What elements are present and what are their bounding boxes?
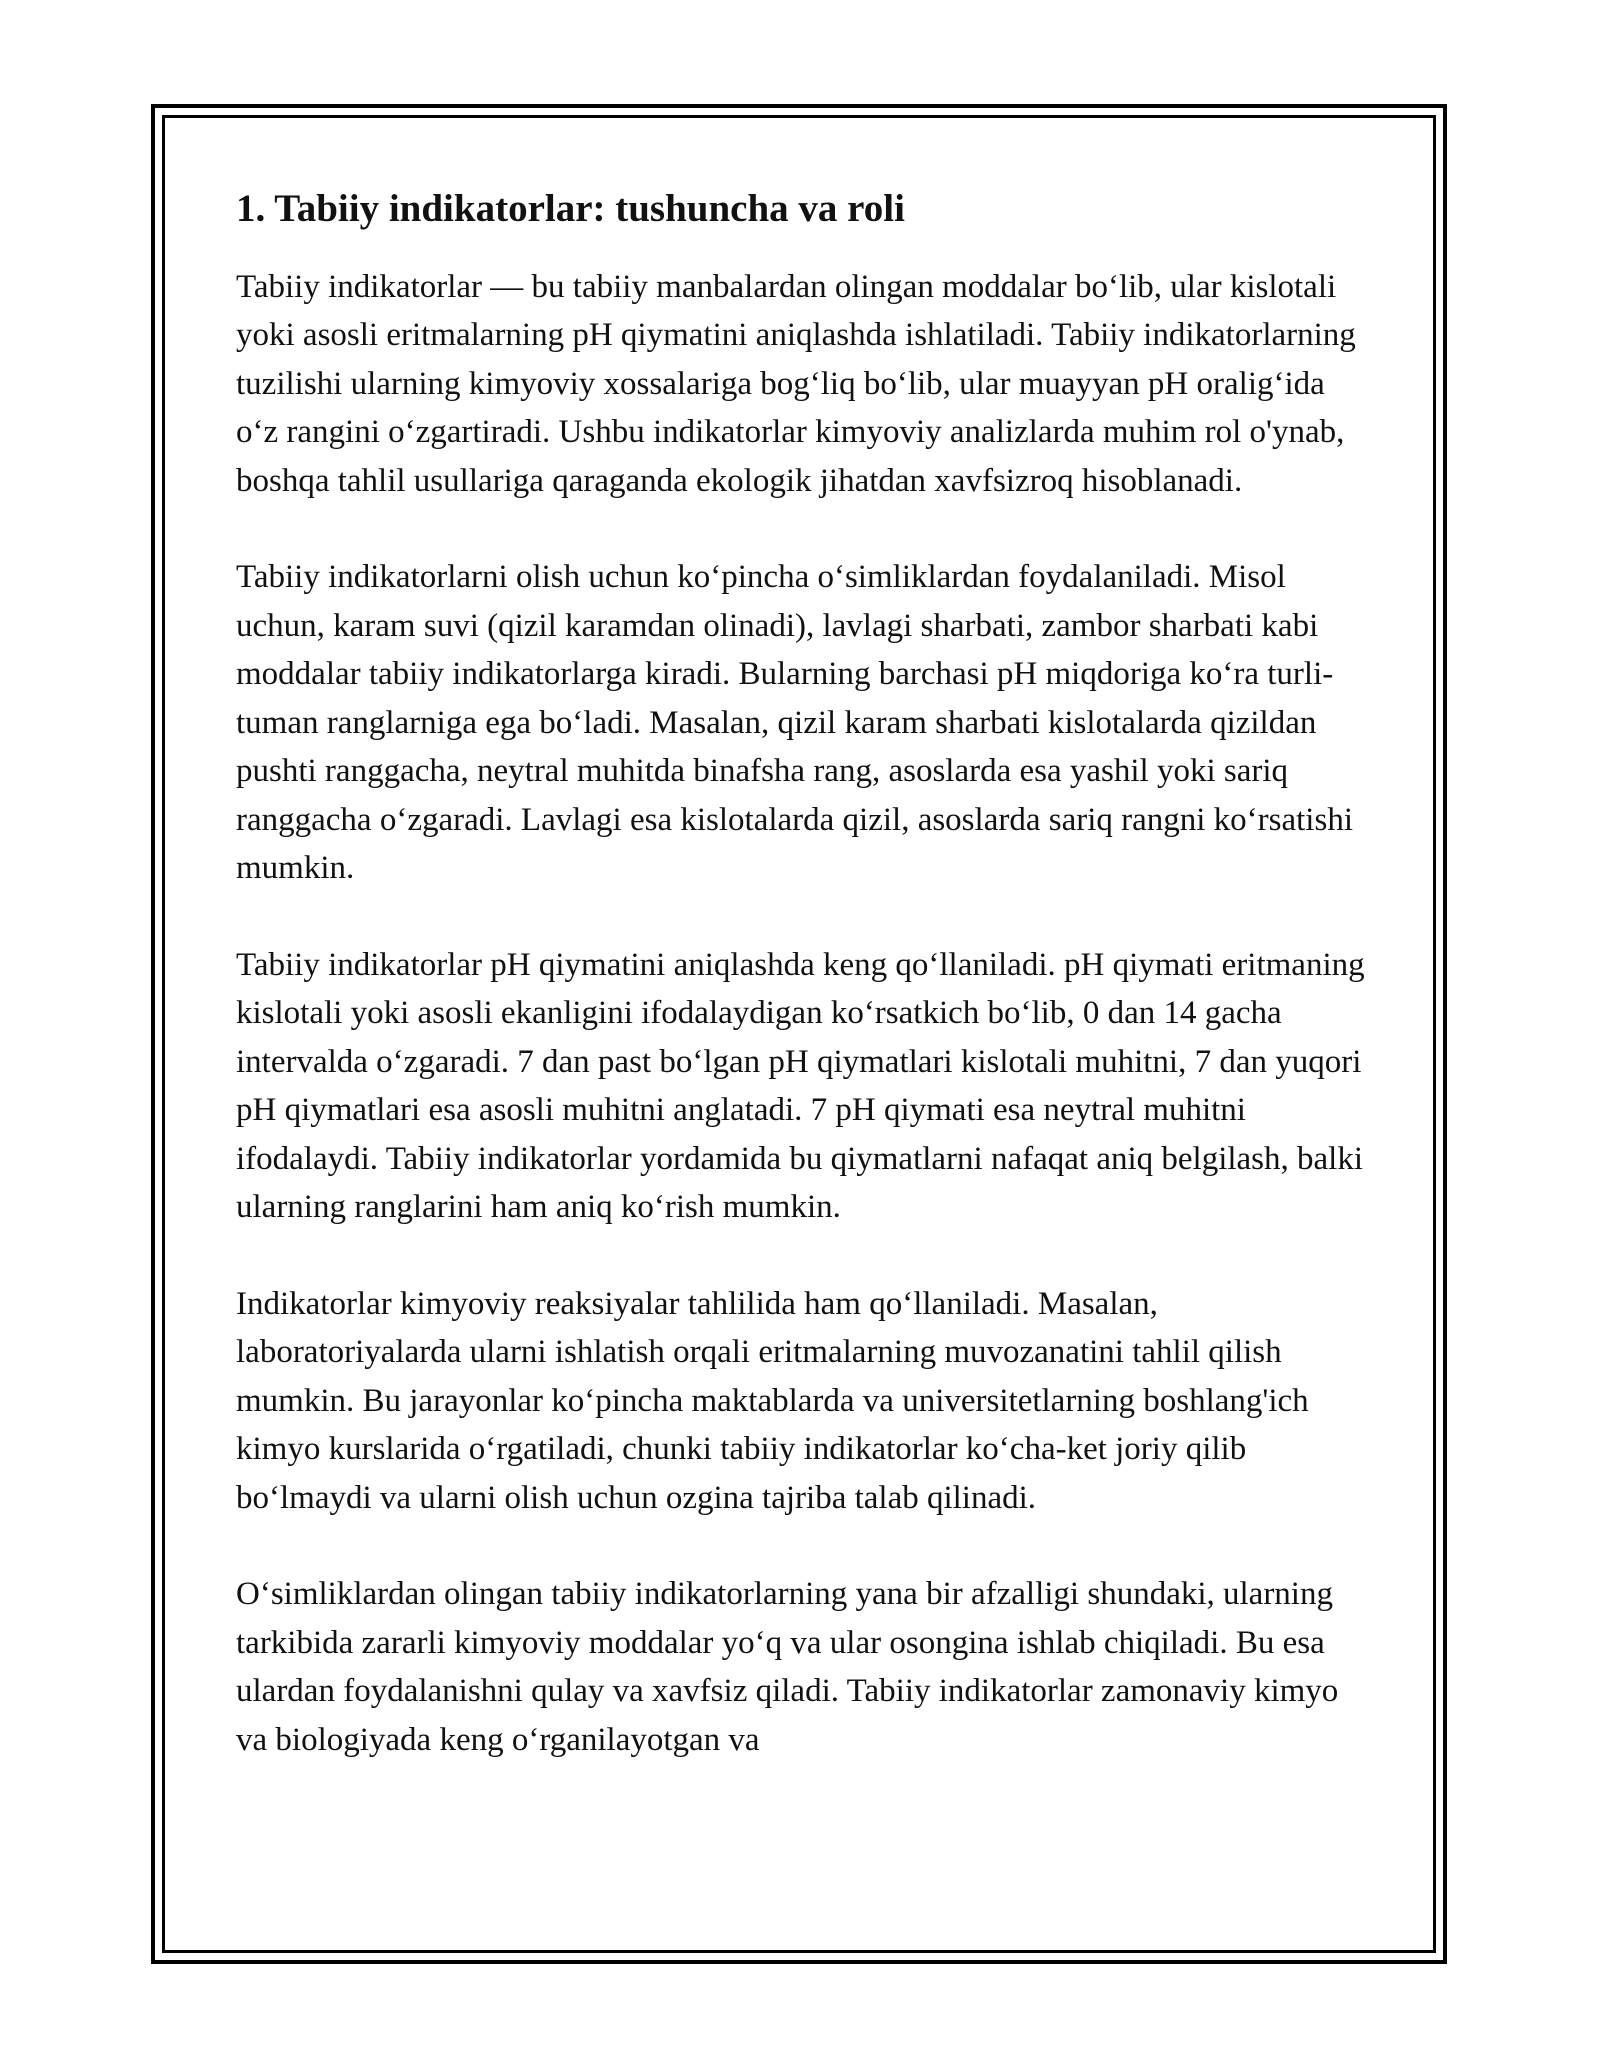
paragraph-4: Indikatorlar kimyoviy reaksiyalar tahlilida ham qo‘llaniladi. Masalan, laboratoriyalarda ularni ishlatish orqali eritmalarning muvozanatini tahlil qilish mumkin. Bu jarayonlar ko‘pincha maktablarda va universitetlarning boshlang'ich kimyo kurslarida o‘rgatiladi, chunki tabiiy indikatorlar ko‘cha-ket joriy qilib bo‘lmaydi va ularni olish uchun ozgina tajriba talab qilinadi. <box>236 1285 1309 1516</box>
section-heading: 1. Tabiiy indikatorlar: tushuncha va roli <box>236 187 905 230</box>
paragraph-3: Tabiiy indikatorlar pH qiymatini aniqlashda keng qo‘llaniladi. pH qiymati eritmaning kislotali yoki asosli ekanligini ifodalaydigan ko‘rsatkich bo‘lib, 0 dan 14 gacha intervalda o‘zgaradi. 7 dan past bo‘lgan pH qiymatlari kislotali muhitni, 7 dan yuqori pH qiymatlari esa asosli muhitni anglatadi. 7 pH qiymati esa neytral muhitni ifodalaydi. Tabiiy indikatorlar yordamida bu qiymatlarni nafaqat aniq belgilash, balki ularning ranglarini ham aniq ko‘rish mumkin. <box>236 946 1365 1226</box>
document-body <box>236 186 1371 1812</box>
paragraph-5: O‘simliklardan olingan tabiiy indikatorlarning yana bir afzalligi shundaki, ularning tarkibida zararli kimyoviy moddalar yo‘q va ular osongina ishlab chiqiladi. Bu esa ulardan foydalanishni qulay va xavfsiz qiladi. Tabiiy indikatorlar zamonaviy kimyo va biologiyada keng o‘rganilayotgan va <box>236 1576 1339 1758</box>
paragraph-1: Tabiiy indikatorlar — bu tabiiy manbalardan olingan moddalar bo‘lib, ular kislotali yoki asosli eritmalarning pH qiymatini aniqlashda ishlatiladi. Tabiiy indikatorlarning tuzilishi ularning kimyoviy xossalariga bog‘liq bo‘lib, ular muayyan pH oralig‘ida o‘z rangini o‘zgartiradi. Ushbu indikatorlar kimyoviy analizlarda muhim rol o'ynab, boshqa tahlil usullariga qaraganda ekologik jihatdan xavfsizroq hisoblanadi. <box>236 268 1356 499</box>
paragraph-2: Tabiiy indikatorlarni olish uchun ko‘pincha o‘simliklardan foydalaniladi. Misol uchun, karam suvi (qizil karamdan olinadi), lavlagi sharbati, zambor sharbati kabi moddalar tabiiy indikatorlarga kiradi. Bularning barchasi pH miqdoriga ko‘ra turli-tuman ranglarniga ega bo‘ladi. Masalan, qizil karam sharbati kislotalarda qizildan pushti ranggacha, neytral muhitda binafsha rang, asoslarda esa yashil yoki sariq ranggacha o‘zgaradi. Lavlagi esa kislotalarda qizil, asoslarda sariq rangni ko‘rsatishi mumkin. <box>236 559 1353 887</box>
